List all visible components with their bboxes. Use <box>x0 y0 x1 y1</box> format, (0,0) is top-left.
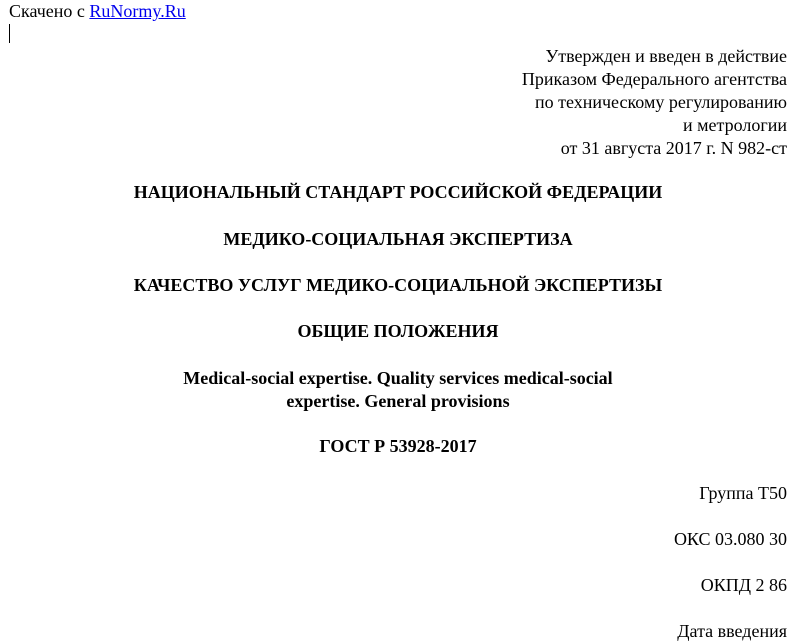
approval-line-3: по техническому регулированию <box>534 92 787 112</box>
introduction-date-label: Дата введения <box>677 621 787 641</box>
standard-designation: ГОСТ Р 53928-2017 <box>319 436 477 456</box>
approval-line-2: Приказом Федерального агентства <box>521 69 787 89</box>
english-title-line-2: expertise. General provisions <box>286 391 510 411</box>
national-standard-heading: НАЦИОНАЛЬНЫЙ СТАНДАРТ РОССИЙСКОЙ ФЕДЕРАЦИИ <box>133 182 663 202</box>
download-prefix: Скачено с <box>9 1 90 21</box>
english-title-line-1: Medical-social expertise. Quality services medical-social <box>183 368 613 388</box>
approval-line-4: и метрологии <box>683 115 787 135</box>
okpd-code: ОКПД 2 86 <box>700 575 787 595</box>
text-cursor <box>9 24 10 43</box>
approval-line-1: Утвержден и введен в действие <box>545 46 787 66</box>
field-heading: МЕДИКО-СОЦИАЛЬНАЯ ЭКСПЕРТИЗА <box>223 229 573 249</box>
part-heading: ОБЩИЕ ПОЛОЖЕНИЯ <box>297 321 499 341</box>
approval-block <box>522 45 787 160</box>
subject-heading: КАЧЕСТВО УСЛУГ МЕДИКО-СОЦИАЛЬНОЙ ЭКСПЕРТИЗЫ <box>133 275 663 295</box>
group-code: Группа Т50 <box>699 483 787 503</box>
english-title <box>0 367 790 413</box>
runormy-link[interactable]: RuNormy.Ru <box>89 1 186 21</box>
oks-code: ОКС 03.080 30 <box>673 529 787 549</box>
approval-line-5: от 31 августа 2017 г. N 982-ст <box>560 138 787 158</box>
download-source-line <box>9 0 186 22</box>
